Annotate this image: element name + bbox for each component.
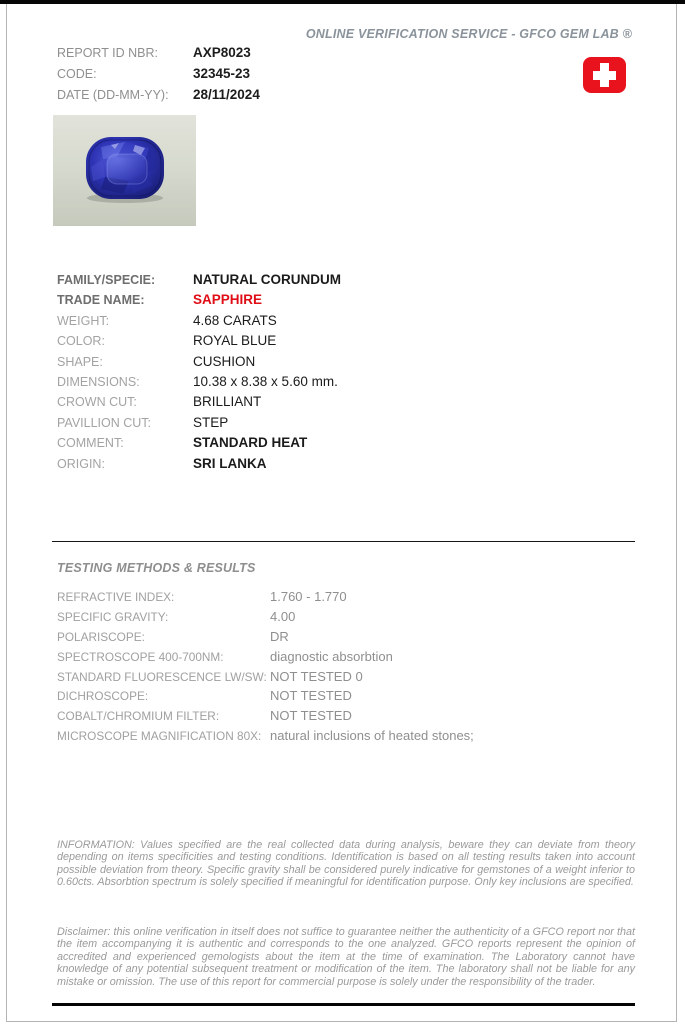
information-paragraph: INFORMATION: Values specified are the real collected data during analysis, beware they can deviate from theory depending on items specificities and testing conditions. Identification is based on all testing results taken into account possible deviation from theory. Specific gravity shall be considered purely indicative for gemstones of a weight inferior to 0.60cts. Absorbtion spectrum is solely specified if meaningful for identification purpose. Only key inclusions are specified. (57, 839, 635, 889)
date-row (57, 87, 260, 108)
attribute-row-origin (57, 456, 341, 476)
specific-gravity-value: 4.00 (270, 608, 296, 624)
testing-section-heading: TESTING METHODS & RESULTS (57, 561, 256, 575)
code-value: 32345-23 (193, 66, 251, 81)
dimensions-label: DIMENSIONS: (57, 374, 140, 389)
polariscope-label: POLARISCOPE: (57, 629, 145, 644)
attribute-row-pavillion-cut (57, 415, 341, 435)
trade-name-value: SAPPHIRE (193, 292, 263, 308)
test-row-refractive-index (57, 589, 474, 609)
report-meta-block (57, 45, 260, 108)
spectroscope-label: SPECTROSCOPE 400-700NM: (57, 649, 224, 664)
swiss-flag-icon (583, 57, 626, 93)
comment-label: COMMENT: (57, 436, 124, 451)
disclaimer-paragraph: Disclaimer: this online verification in itself does not suffice to guarantee neither the authenticity of a GFCO report nor that the item accompanying it is authentic and corresponds to the one analyzed. GFCO reports represent the opinion of accredited and experienced gemologists about the item at the time of examination. The Laboratory cannot have knowledge of any potential subsequent treatment or modification of the item. The laboratory shall not be liable for any mistake or omission. The use of this report for commercial purpose is solely under the responsibility of the trader. (57, 926, 635, 988)
polariscope-value: DR (270, 628, 289, 644)
origin-label: ORIGIN: (57, 456, 105, 471)
spectroscope-value: diagnostic absorbtion (270, 648, 393, 664)
weight-label: WEIGHT: (57, 313, 110, 328)
code-label: CODE: (57, 67, 97, 81)
cobalt-filter-label: COBALT/CHROMIUM FILTER: (57, 709, 220, 724)
gem-photo (53, 115, 196, 226)
attribute-row-crown-cut (57, 394, 341, 414)
date-label: DATE (DD-MM-YY): (57, 88, 169, 102)
sapphire-image (53, 115, 196, 226)
testing-results-block (57, 589, 474, 748)
fluorescence-label: STANDARD FLUORESCENCE LW/SW: (57, 669, 267, 684)
test-row-microscope (57, 728, 474, 748)
dimensions-value: 10.38 x 8.38 x 5.60 mm. (193, 373, 338, 389)
attribute-row-family (57, 272, 341, 292)
attribute-row-comment (57, 435, 341, 455)
attribute-row-weight (57, 313, 341, 333)
pavillion-cut-value: STEP (193, 414, 229, 430)
dichroscope-label: DICHROSCOPE: (57, 689, 149, 704)
attribute-row-dimensions (57, 374, 341, 394)
code-row (57, 66, 260, 87)
page-title: ONLINE VERIFICATION SERVICE - GFCO GEM LAB ® (305, 27, 632, 41)
swiss-cross-horizontal (593, 71, 616, 80)
refractive-index-value: 1.760 - 1.770 (270, 589, 347, 604)
attribute-row-trade-name (57, 292, 341, 312)
bottom-rule-line (52, 1003, 635, 1006)
microscope-value: natural inclusions of heated stones; (270, 728, 474, 744)
color-label: COLOR: (57, 334, 105, 349)
test-row-specific-gravity (57, 609, 474, 629)
fluorescence-value: NOT TESTED 0 (270, 668, 363, 684)
report-id-label: REPORT ID NBR: (57, 46, 158, 60)
test-row-dichroscope (57, 688, 474, 708)
comment-value: STANDARD HEAT (193, 435, 308, 451)
color-value: ROYAL BLUE (193, 333, 277, 349)
test-row-polariscope (57, 629, 474, 649)
test-row-cobalt-filter (57, 708, 474, 728)
shape-label: SHAPE: (57, 354, 103, 369)
microscope-label: MICROSCOPE MAGNIFICATION 80X: (57, 729, 262, 744)
specific-gravity-label: SPECIFIC GRAVITY: (57, 609, 169, 624)
trade-name-label: TRADE NAME: (57, 293, 145, 308)
date-value: 28/11/2024 (193, 87, 260, 102)
section-divider-line (52, 541, 635, 542)
test-row-spectroscope (57, 649, 474, 669)
cobalt-filter-value: NOT TESTED (270, 708, 352, 724)
pavillion-cut-label: PAVILLION CUT: (57, 415, 152, 430)
gem-attributes-block (57, 272, 341, 476)
origin-value: SRI LANKA (193, 455, 267, 471)
report-id-row (57, 45, 260, 66)
test-row-fluorescence (57, 669, 474, 689)
family-label: FAMILY/SPECIE: (57, 273, 156, 287)
dichroscope-value: NOT TESTED (270, 688, 352, 704)
report-id-value: AXP8023 (193, 45, 251, 60)
weight-value: 4.68 CARATS (193, 312, 277, 328)
shape-value: CUSHION (193, 353, 256, 369)
crown-cut-value: BRILLIANT (193, 394, 262, 410)
crown-cut-label: CROWN CUT: (57, 395, 137, 410)
attribute-row-shape (57, 354, 341, 374)
refractive-index-label: REFRACTIVE INDEX: (57, 590, 175, 604)
family-value: NATURAL CORUNDUM (193, 272, 341, 287)
attribute-row-color (57, 333, 341, 353)
